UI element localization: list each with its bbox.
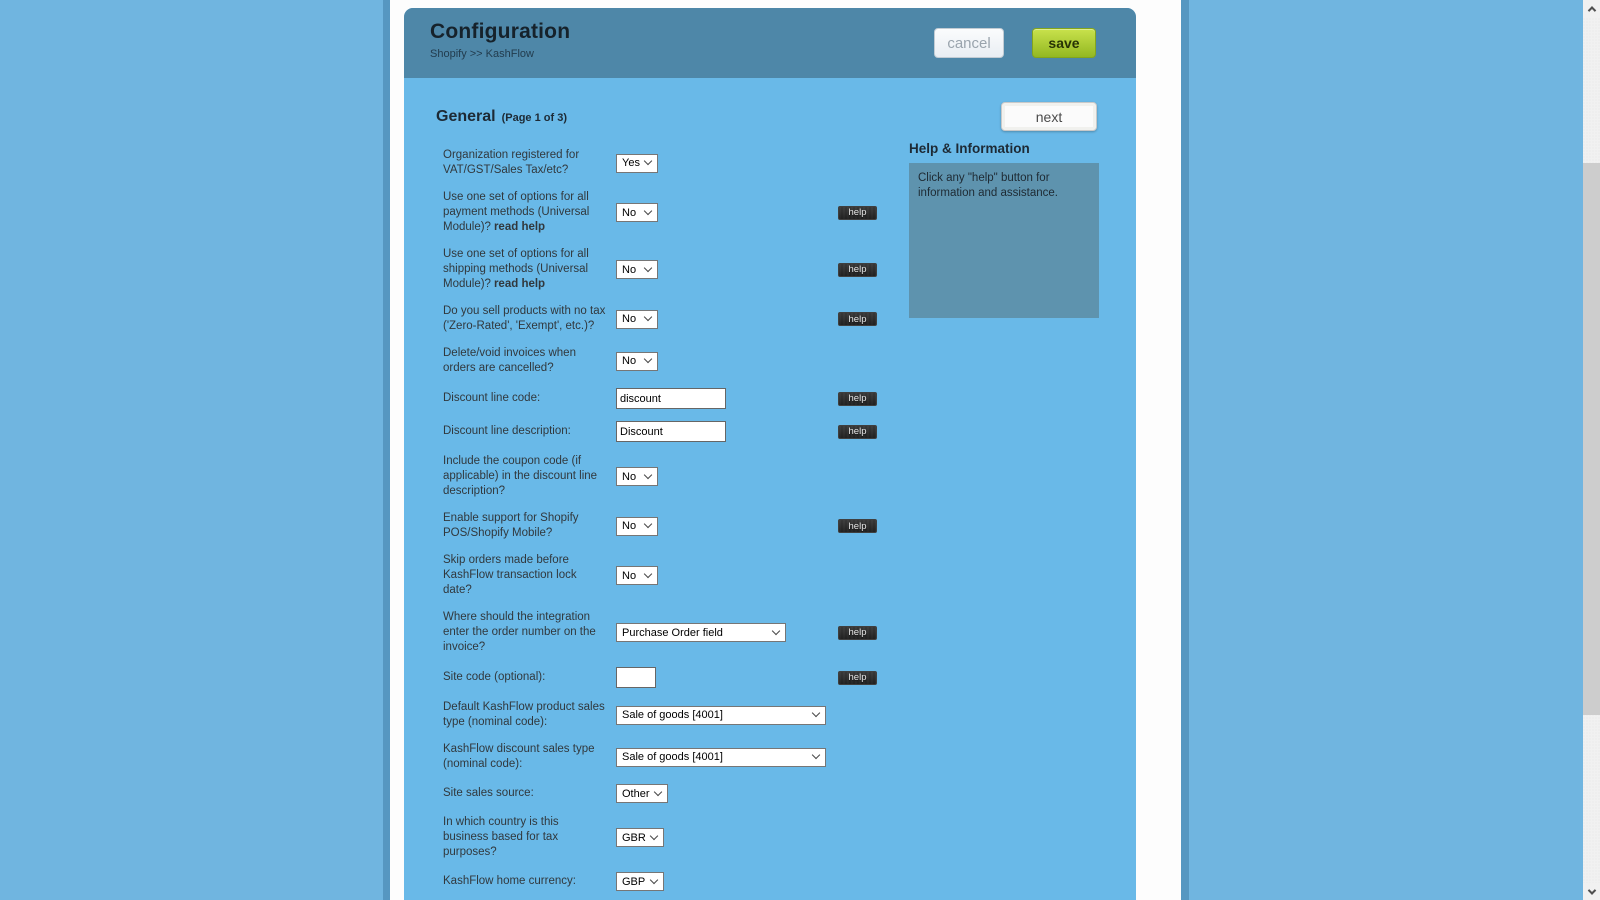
page-indicator: (Page 1 of 3) <box>501 111 567 124</box>
form-row <box>443 190 915 235</box>
chevron-down-icon <box>1587 886 1595 894</box>
field-label: KashFlow discount sales type (nominal code): <box>443 743 595 770</box>
page-title: Configuration <box>430 20 571 43</box>
form-area <box>404 141 1136 891</box>
page-background <box>390 0 1181 900</box>
field-label: Site code (optional): <box>443 671 546 683</box>
input-discount-line-code[interactable] <box>616 388 726 409</box>
field-label: Skip orders made before KashFlow transaction lock date? <box>443 554 577 596</box>
field-label: In which country is this business based for tax purposes? <box>443 816 559 858</box>
save-button[interactable]: save <box>1032 28 1096 58</box>
field-label: Where should the integration enter the order number on the invoice? <box>443 611 596 653</box>
chevron-down-icon <box>650 875 658 883</box>
form-row <box>443 742 915 772</box>
next-button[interactable]: next <box>1001 102 1097 131</box>
field-label: Do you sell products with no tax ('Zero-Rated', 'Exempt', etc.)? <box>443 305 606 332</box>
help-button[interactable]: help <box>838 312 877 326</box>
scrollbar-down-button[interactable] <box>1583 883 1600 900</box>
select-include-coupon-code[interactable]: No <box>616 467 658 486</box>
field-label: KashFlow home currency: <box>443 875 576 887</box>
form-row <box>443 454 915 499</box>
chevron-down-icon <box>650 831 658 839</box>
chevron-down-icon <box>812 751 820 759</box>
form-row <box>443 148 915 178</box>
chevron-up-icon <box>1587 6 1595 14</box>
input-discount-line-description[interactable] <box>616 421 726 442</box>
chevron-down-icon <box>812 709 820 717</box>
form-row <box>443 667 915 688</box>
help-button[interactable]: help <box>838 263 877 277</box>
field-label: Discount line description: <box>443 425 571 437</box>
configuration-panel <box>404 8 1136 900</box>
select-tax-country[interactable]: GBR <box>616 828 664 847</box>
help-panel-text: Click any "help" button for information and assistance. <box>909 163 1099 318</box>
form-row <box>443 872 915 891</box>
field-label: Default KashFlow product sales type (nominal code): <box>443 701 605 728</box>
select-home-currency[interactable]: GBP <box>616 872 664 891</box>
scrollbar-up-button[interactable] <box>1583 0 1600 17</box>
field-label: Use one set of options for all payment methods (Universal Module)? read help <box>443 191 590 233</box>
select-skip-orders-lock-date[interactable]: No <box>616 566 658 585</box>
scrollbar-thumb[interactable] <box>1583 163 1600 715</box>
form-row <box>443 388 915 409</box>
chevron-down-icon <box>644 569 652 577</box>
form-row <box>443 553 915 598</box>
field-label: Site sales source: <box>443 787 534 799</box>
page-right-shadow <box>1181 0 1189 900</box>
chevron-down-icon <box>644 313 652 321</box>
select-universal-payment[interactable]: No <box>616 203 658 222</box>
page-left-shadow <box>383 0 390 900</box>
help-button[interactable]: help <box>838 671 877 685</box>
select-shopify-pos[interactable]: No <box>616 517 658 536</box>
select-discount-sales-type[interactable]: Sale of goods [4001] <box>616 748 826 767</box>
chevron-down-icon <box>644 355 652 363</box>
form-row <box>443 421 915 442</box>
select-universal-shipping[interactable]: No <box>616 260 658 279</box>
chevron-down-icon <box>644 470 652 478</box>
form-row <box>443 247 915 292</box>
select-delete-void-invoices[interactable]: No <box>616 352 658 371</box>
input-site-code[interactable] <box>616 667 656 688</box>
field-label: Enable support for Shopify POS/Shopify Mobile? <box>443 512 579 539</box>
select-site-sales-source[interactable]: Other <box>616 784 668 803</box>
help-button[interactable]: help <box>838 392 877 406</box>
panel-body <box>404 78 1136 891</box>
help-button[interactable]: help <box>838 519 877 533</box>
form-row <box>443 815 915 860</box>
field-label: Delete/void invoices when orders are cancelled? <box>443 347 576 374</box>
form-row <box>443 700 915 730</box>
panel-header <box>404 8 1136 78</box>
help-panel-title: Help & Information <box>909 141 1030 156</box>
field-label: Organization registered for VAT/GST/Sales Tax/etc? <box>443 149 580 176</box>
chevron-down-icon <box>644 263 652 271</box>
select-no-tax-products[interactable]: No <box>616 310 658 329</box>
form-row <box>443 511 915 541</box>
chevron-down-icon <box>772 626 780 634</box>
help-information-panel <box>909 141 1099 318</box>
form-row <box>443 784 915 803</box>
form-row <box>443 346 915 376</box>
help-button[interactable]: help <box>838 425 877 439</box>
read-help-link[interactable]: read help <box>493 278 546 290</box>
scrollbar[interactable] <box>1583 0 1600 900</box>
help-button[interactable]: help <box>838 206 877 220</box>
select-default-product-sales-type[interactable]: Sale of goods [4001] <box>616 706 826 725</box>
select-vat-registered[interactable]: Yes <box>616 154 658 173</box>
field-label: Discount line code: <box>443 392 541 404</box>
chevron-down-icon <box>644 520 652 528</box>
breadcrumb: Shopify >> KashFlow <box>430 48 534 60</box>
select-order-number-location[interactable]: Purchase Order field <box>616 623 786 642</box>
chevron-down-icon <box>654 787 662 795</box>
read-help-link[interactable]: read help <box>493 221 546 233</box>
help-button[interactable]: help <box>838 626 877 640</box>
cancel-button[interactable]: cancel <box>934 28 1004 58</box>
chevron-down-icon <box>644 206 652 214</box>
form-row <box>443 304 915 334</box>
field-label: Use one set of options for all shipping methods (Universal Module)? read help <box>443 248 589 290</box>
section-title: General <box>436 107 496 125</box>
form-row <box>443 610 915 655</box>
chevron-down-icon <box>644 157 652 165</box>
field-label: Include the coupon code (if applicable) in the discount line description? <box>443 455 598 497</box>
